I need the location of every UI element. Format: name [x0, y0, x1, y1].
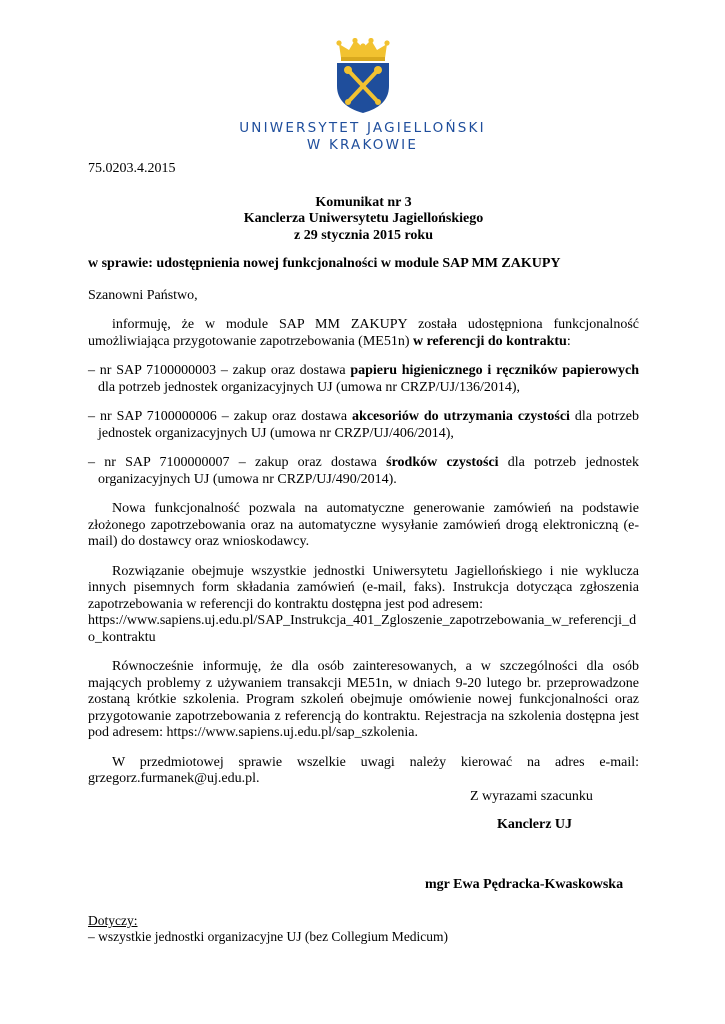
list-item-1 — [88, 363, 639, 396]
footer-item: – wszystkie jednostki organizacyjne UJ (bez Collegium Medicum) — [88, 929, 449, 944]
greeting: Szanowni Państwo, — [88, 287, 198, 303]
intro-colon: : — [566, 333, 571, 349]
footer-label: Dotyczy: — [88, 913, 138, 928]
letter-body — [88, 161, 639, 788]
list-item-1-text: – nr SAP 7100000003 – zakup oraz dostawa — [88, 363, 351, 378]
title-line3: z 29 stycznia 2015 roku — [294, 227, 433, 243]
reference-number: 75.0203.4.2015 — [88, 161, 176, 176]
intro-paragraph — [88, 317, 639, 350]
subject-line: w sprawie: udostępnienia nowej funkcjonalności w module SAP MM ZAKUPY — [88, 256, 561, 271]
title-line1: Komunikat nr 3 — [315, 194, 412, 210]
list-item-3-rest: dla potrzeb jednostek organizacyjnych UJ (umowa nr CRZP/UJ/490/2014). — [98, 455, 639, 487]
closing-phrase: Z wyrazami szacunku — [470, 789, 593, 804]
list-item-3-emphasis: środków czystości — [386, 455, 499, 470]
list-item-2-text: – nr SAP 7100000006 – zakup oraz dostawa — [88, 409, 353, 424]
list-item-1-emphasis: papieru higienicznego i ręczników papierowych — [350, 363, 640, 378]
list-item-3-text: – nr SAP 7100000007 – zakup oraz dostawa — [88, 455, 387, 470]
title-line2: Kanclerza Uniwersytetu Jagiellońskiego — [243, 211, 484, 226]
university-name-line1: UNIWERSYTET JAGIELLOŃSKI — [239, 120, 486, 136]
university-name — [0, 120, 725, 154]
paragraph-5: W przedmiotowej sprawie wszelkie uwagi należy kierować na adres e-mail: grzegorz.furmanek@uj.edu.pl. — [88, 754, 639, 786]
intro-emphasis: w referencji do kontraktu — [412, 333, 567, 349]
list-item-2 — [88, 409, 639, 442]
university-name-line2: W KRAKOWIE — [306, 137, 419, 153]
list-item-2-rest: dla potrzeb jednostek organizacyjnych UJ (umowa nr CRZP/UJ/406/2014), — [98, 409, 639, 441]
list-item-1-rest: dla potrzeb jednostek organizacyjnych UJ (umowa nr CRZP/UJ/136/2014), — [98, 379, 520, 395]
list-item-2-emphasis: akcesoriów do utrzymania czystości — [352, 409, 570, 424]
signature-title: Kanclerz UJ — [497, 817, 573, 832]
university-crest-icon — [331, 38, 395, 114]
footer — [88, 913, 448, 945]
paragraph-3: Rozwiązanie obejmuje wszystkie jednostki Uniwersytetu Jagiellońskiego i nie wyklucza innych pisemnych form składania zamówień (e-mail, faks). Instrukcja dotycząca zgłoszenia zapotrzebowania w referencji do kontraktu dostępna jest pod adresem: — [88, 563, 639, 612]
intro-text: informuję, że w module SAP MM ZAKUPY została udostępniona funkcjonalność umożliwiająca przygotowanie zapotrzebowania (ME51n) — [88, 317, 639, 349]
paragraph-4: Równocześnie informuję, że dla osób zainteresowanych, a w szczególności dla osób mających problemy z używaniem transakcji ME51n, w dniach 9-20 lutego br. przeprowadzone zostaną krótkie szkolenia. Program szkoleń obejmuje omówienie nowej funkcjonalności oraz przygotowanie zapotrzebowania z referencją do kontraktu. Rejestracja na szkolenia dostępna jest pod adresem: https://www.sapiens.uj.edu.pl/sap_szkolenia. — [88, 659, 639, 740]
university-logo — [0, 38, 725, 154]
paragraph-2: Nowa funkcjonalność pozwala na automatyczne generowanie zamówień na podstawie złożonego zapotrzebowania oraz na automatyczne wysyłanie zamówień drogą elektroniczną (e-mail) do dostawcy oraz wnioskodawcy. — [88, 501, 639, 549]
list-item-3 — [88, 455, 639, 488]
signature-name: mgr Ewa Pędracka-Kwaskowska — [425, 877, 624, 892]
instruction-link[interactable]: https://www.sapiens.uj.edu.pl/SAP_Instrukcja_401_Zgloszenie_zapotrzebowania_w_referencji_do_kontraktu — [88, 613, 637, 645]
